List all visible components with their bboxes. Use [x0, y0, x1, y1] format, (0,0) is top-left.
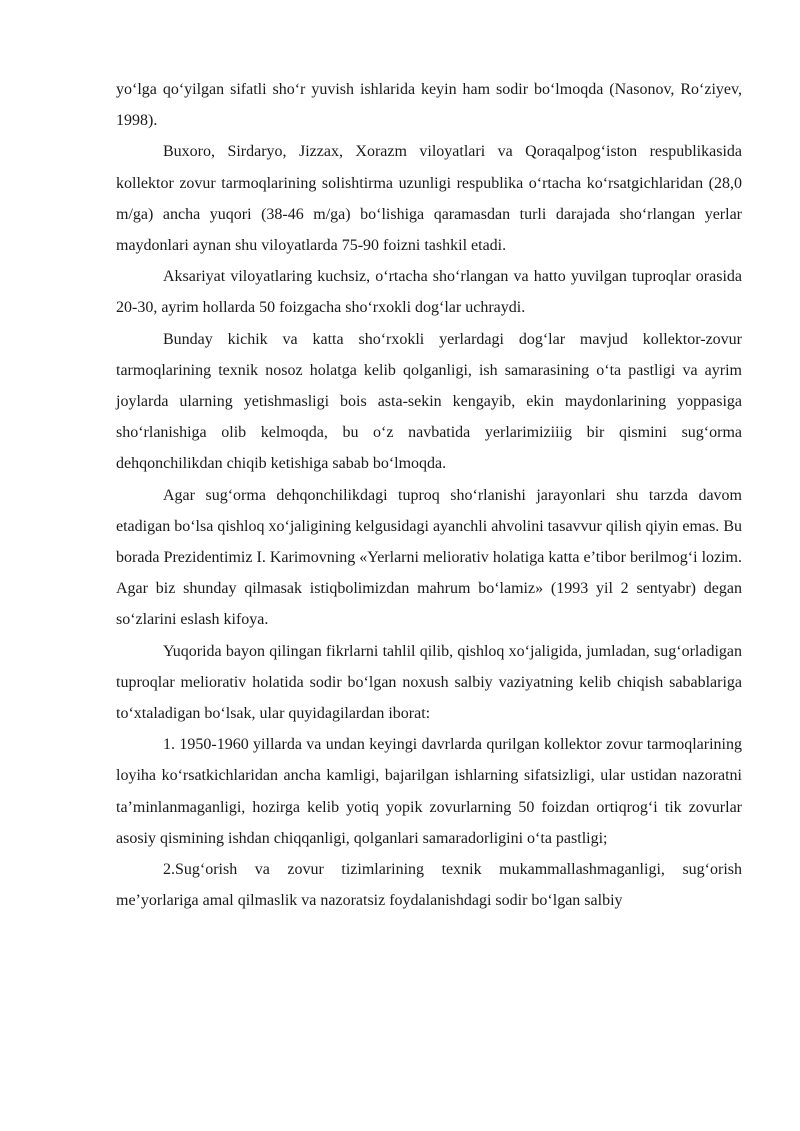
list-item-1: 1. 1950-1960 yillarda va undan keyingi davrlarda qurilgan kollektor zovur tarmoqlarining loyiha ko‘rsatkichlaridan ancha kamligi, bajarilgan ishlarning sifatsizligi, ular ustidan nazoratni ta’minlanmaganligi, hozirga kelib yotiq yopik zovurlarning 50 foizdan ortiqrog‘i tik zovurlar asosiy qismining ishdan chiqqanligi, qolganlari samaradorligini o‘ta pastligi;: [116, 736, 742, 847]
paragraph-saline-spots: Bunday kichik va katta sho‘rxokli yerlardagi dog‘lar mavjud kollektor-zovur tarmoqlarining texnik nosoz holatga kelib qolganligi, ish samarasining o‘ta pastligi va ayrim joylarda ularning yetishmasligi bois asta-sekin kengayib, ekin maydonlarining yoppasiga sho‘rlanishiga olib kelmoqda, bu o‘z navbatida yerlarimiziiig bir qismini sug‘orma dehqonchilikdan chiqib ketishiga sabab bo‘lmoqda.: [116, 330, 742, 473]
paragraph-continuation: yo‘lga qo‘yilgan sifatli sho‘r yuvish ishlarida keyin ham sodir bo‘lmoqda (Nasonov, Ro‘ziyev, 1998).: [116, 81, 742, 130]
paragraph-majority: Aksariyat viloyatlaring kuchsiz, o‘rtacha sho‘rlangan va hatto yuvilgan tuproqlar orasida 20-30, ayrim hollarda 50 foizgacha sho‘rxokli dog‘lar uchraydi.: [116, 268, 742, 317]
paragraph-analysis: Yuqorida bayon qilingan fikrlarni tahlil qilib, qishloq xo‘jaligida, jumladan, sug‘orladigan tuproqlar meliorativ holatida sodir bo‘lgan noxush salbiy vaziyatning kelib chiqish sabablariga to‘xtaladigan bo‘lsak, ular quyidagilardan iborat:: [116, 642, 742, 723]
list-item-2: 2.Sug‘orish va zovur tizimlarining texnik mukammallashmaganligi, sug‘orish me’yorlariga amal qilmaslik va nazoratsiz foydalanishdagi sodir bo‘lgan salbiy: [116, 861, 742, 910]
paragraph-president-quote: Agar sug‘orma dehqonchilikdagi tuproq sho‘rlanishi jarayonlari shu tarzda davom etadigan bo‘lsa qishloq xo‘jaligining kelgusidagi ayanchli ahvolini tasavvur qilish qiyin emas. Bu borada Prezidentimiz I. Karimovning «Yerlarni meliorativ holatiga katta e’tibor berilmog‘i lozim. Agar biz shunday qilmasak istiqbolimizdan mahrum bo‘lamiz» (1993 yil 2 sentyabr) degan so‘zlarini eslash kifoya.: [116, 486, 742, 629]
paragraph-regions: Buxoro, Sirdaryo, Jizzax, Xorazm viloyatlari va Qoraqalpog‘iston respublikasida kollektor zovur tarmoqlarining solishtirma uzunligi respublika o‘rtacha ko‘rsatgichlaridan (28,0 m/ga) ancha yuqori (38-46 m/ga) bo‘lishiga qaramasdan turli darajada sho‘rlangan yerlar maydonlari aynan shu viloyatlarda 75-90 foizni tashkil etadi.: [116, 143, 742, 255]
document-page: [116, 74, 742, 916]
